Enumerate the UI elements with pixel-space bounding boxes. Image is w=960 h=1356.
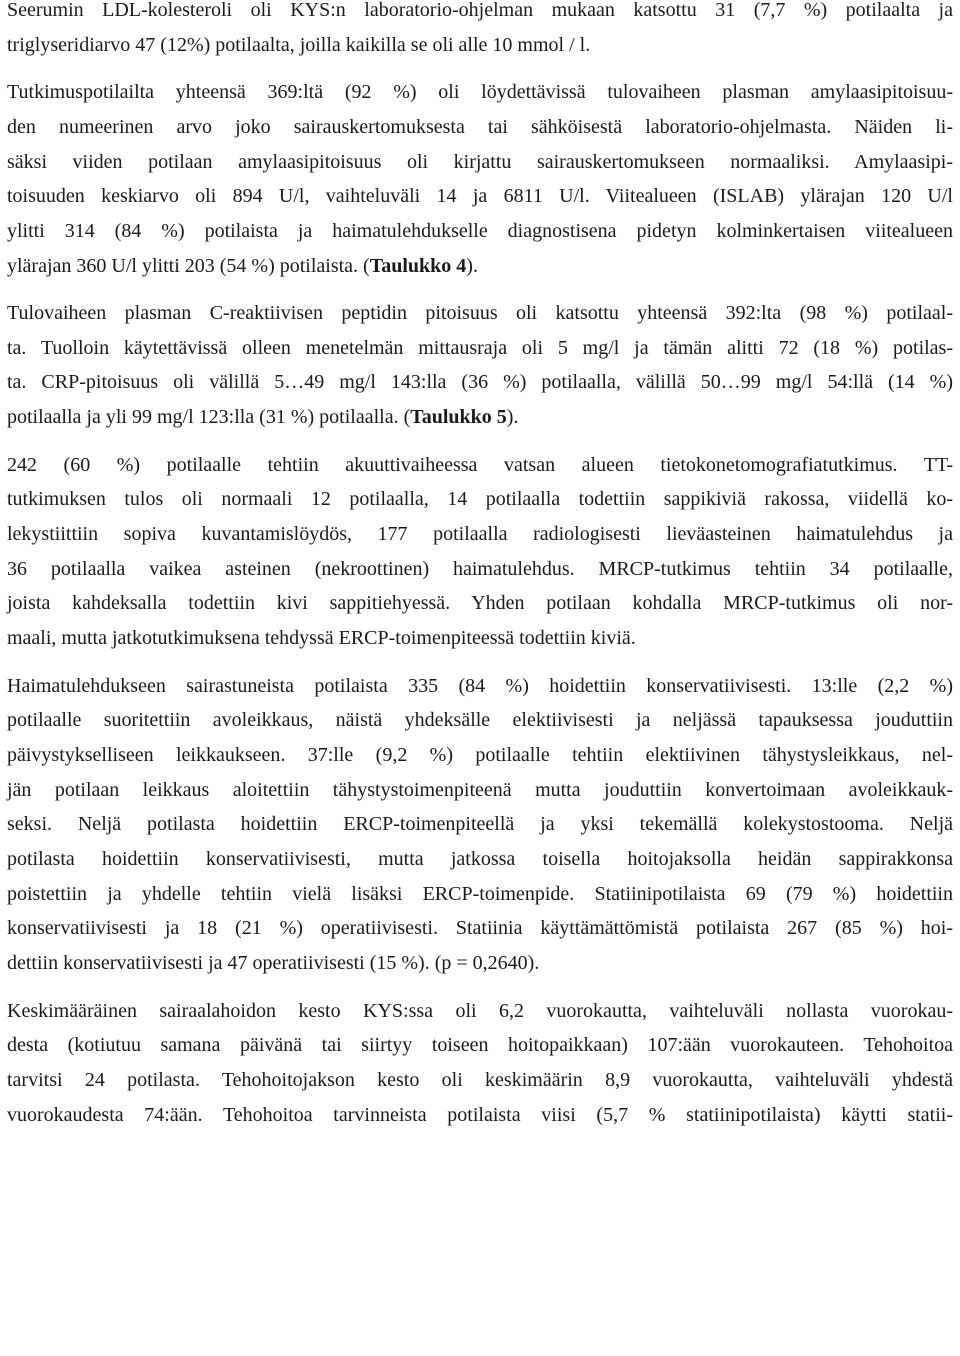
text-line: [7, 249, 953, 284]
paragraph-treatment: [7, 669, 953, 981]
document-page: [7, 0, 953, 1145]
text-line: joista kahdeksalla todettiin kivi sappitiehyessä. Yhden potilaan kohdalla MRCP-tutkimus oli nor-: [7, 592, 953, 615]
text-line: lekystiittiin sopiva kuvantamislöydös, 177 potilaalla radiologisesti lieväasteinen haimatulehdus ja: [7, 523, 953, 546]
paragraph-lipids: [7, 0, 953, 62]
text-line: [7, 400, 953, 435]
text-line: potilasta hoidettiin konservatiivisesti, mutta jatkossa toisella hoitojaksolla heidän sappirakkonsa: [7, 848, 953, 870]
text-line: seksi. Neljä potilasta hoidettiin ERCP-toimenpiteellä ja yksi tekemällä kolekystostooma. Neljä: [7, 813, 953, 836]
text-line: potilaalle suoritettiin avoleikkaus, näistä yhdeksälle elektiivisesti ja neljässä tapauksessa jouduttiin: [7, 709, 953, 732]
paragraph-amylase: [7, 75, 953, 283]
text-line: Keskimääräinen sairaalahoidon kesto KYS:ssa oli 6,2 vuorokautta, vaihteluväli nollasta vuorokau-: [7, 999, 953, 1022]
table-reference: Taulukko 4: [369, 254, 467, 277]
text-run: potilaalla ja yli 99 mg/l 123:lla (31 %) potilaalla. (: [7, 406, 411, 429]
text-line: Seerumin LDL-kolesteroli oli KYS:n laboratorio-ohjelman mukaan katsottu 31 (7,7 %) potilaalta ja: [7, 0, 953, 21]
text-line: Haimatulehdukseen sairastuneista potilaista 335 (84 %) hoidettiin konservatiivisesti. 13:lle (2,2 %): [7, 674, 953, 697]
text-line: triglyseridiarvo 47 (12%) potilaalta, joilla kaikilla se oli alle 10 mmol / l.: [7, 33, 591, 56]
text-line: maali, mutta jatkotutkimuksena tehdyssä ERCP-toimenpiteessä todettiin kiviä.: [7, 627, 636, 650]
text-line: den numeerinen arvo joko sairauskertomuksesta tai sähköisestä laboratorio-ohjelmasta. Näiden li-: [7, 115, 953, 138]
text-line: Tulovaiheen plasman C-reaktiivisen peptidin pitoisuus oli katsottu yhteensä 392:lta (98 %) potilaal-: [7, 302, 953, 325]
table-reference: Taulukko 5: [410, 406, 507, 429]
text-line: jän potilaan leikkaus aloitettiin tähystystoimenpiteenä mutta jouduttiin konvertoimaan avoleikkauk-: [7, 778, 953, 801]
text-line: konservatiivisesti ja 18 (21 %) operatiivisesti. Statiinia käyttämättömistä potilaista 267 (85 %) hoi-: [7, 917, 953, 940]
text-line: Tutkimuspotilailta yhteensä 369:ltä (92 %) oli löydettävissä tulovaiheen plasman amylaasipitoisuu-: [7, 81, 953, 104]
text-run: ).: [466, 254, 478, 277]
text-line: toisuuden keskiarvo oli 894 U/l, vaihteluväli 14 ja 6811 U/l. Viitealueen (ISLAB) ylärajan 120 U/l: [7, 185, 953, 208]
text-line: desta (kotiutuu samana päivänä tai siirtyy toiseen hoitopaikkaan) 107:ään vuorokauteen. Tehohoitoa: [7, 1034, 953, 1057]
text-line: ylitti 314 (84 %) potilaista ja haimatulehdukselle diagnostisena pidetyn kolminkertaisen viitealueen: [7, 219, 953, 242]
text-line: päivystykselliseen leikkaukseen. 37:lle (9,2 %) potilaalle tehtiin elektiivinen tähystysleikkaus, nel-: [7, 743, 953, 766]
text-line: dettiin konservatiivisesti ja 47 operatiivisesti (15 %). (p = 0,2640).: [7, 952, 540, 975]
text-line: poistettiin ja yhdelle tehtiin vielä lisäksi ERCP-toimenpide. Statiinipotilaista 69 (79 %) hoidettiin: [7, 882, 953, 905]
text-run: ).: [506, 406, 519, 429]
paragraph-imaging: [7, 448, 953, 656]
text-line: vuorokaudesta 74:ään. Tehohoitoa tarvinneista potilaista viisi (5,7 % statiinipotilaista) käytti statii-: [7, 1103, 953, 1126]
text-line: tarvitsi 24 potilasta. Tehohoitojakson kesto oli keskimäärin 8,9 vuorokautta, vaihteluväli yhdestä: [7, 1068, 953, 1091]
text-line: 242 (60 %) potilaalle tehtiin akuuttivaiheessa vatsan alueen tietokonetomografiatutkimus. TT-: [7, 453, 953, 476]
paragraph-crp: [7, 296, 953, 435]
paragraph-hospital-stay: [7, 994, 953, 1133]
text-run: ylärajan 360 U/l ylitti 203 (54 %) potilaista. (: [7, 254, 370, 277]
text-line: 36 potilaalla vaikea asteinen (nekroottinen) haimatulehdus. MRCP-tutkimus tehtiin 34 potilaalle,: [7, 557, 953, 580]
text-line: säksi viiden potilaan amylaasipitoisuus oli kirjattu sairauskertomukseen normaaliksi. Amylaasipi-: [7, 150, 953, 173]
text-line: ta. Tuolloin käytettävissä olleen menetelmän mittausraja oli 5 mg/l ja tämän alitti 72 (18 %) potilas-: [7, 336, 953, 359]
text-line: tutkimuksen tulos oli normaali 12 potilaalla, 14 potilaalla todettiin sappikiviä rakossa, viidellä ko-: [7, 488, 953, 511]
text-line: ta. CRP-pitoisuus oli välillä 5…49 mg/l 143:lla (36 %) potilaalla, välillä 50…99 mg/l 54:llä (14 %): [7, 371, 953, 394]
